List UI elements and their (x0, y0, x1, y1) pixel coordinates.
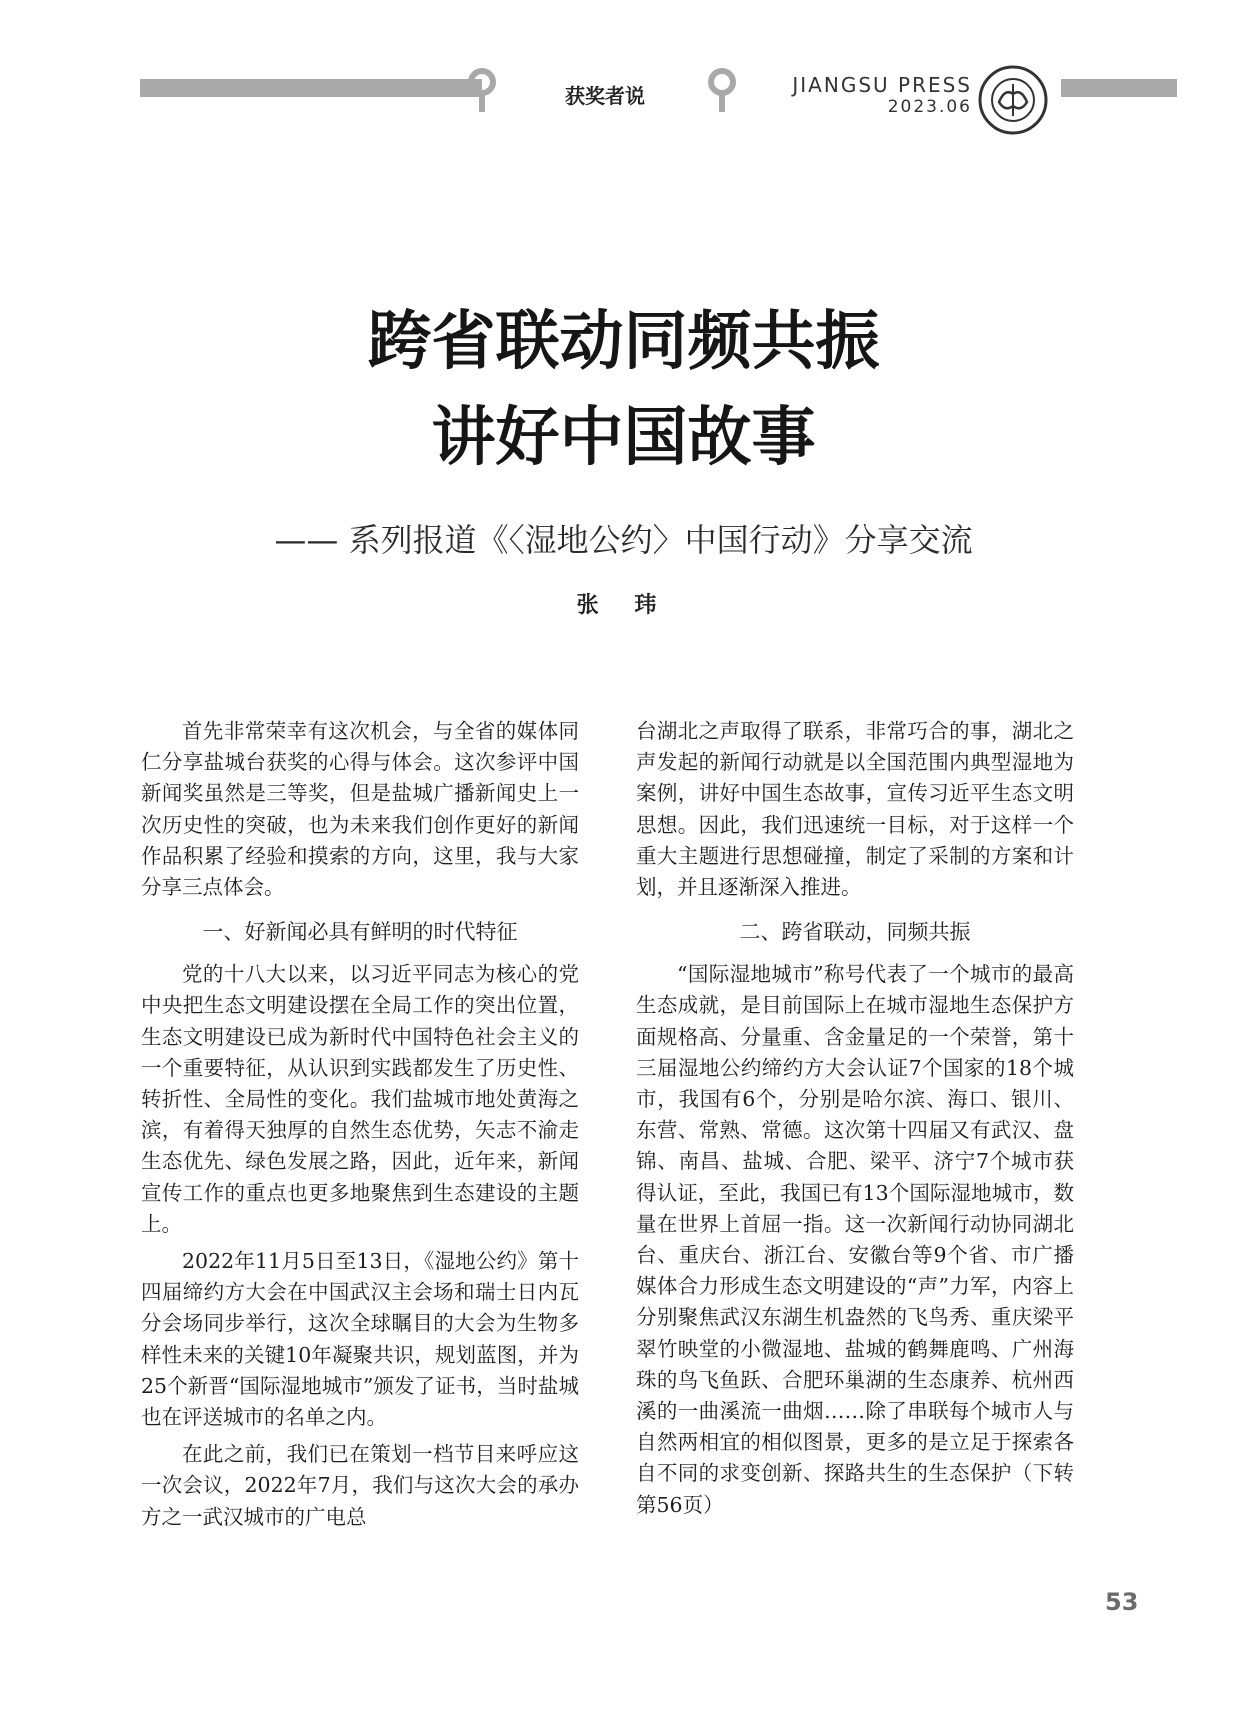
association-seal-icon (977, 64, 1049, 136)
body-column-right (636, 716, 1074, 1527)
body-paragraph: 党的十八大以来，以习近平同志为核心的党中央把生态文明建设摆在全局工作的突出位置，生态文明建设已成为新时代中国特色社会主义的一个重要特征，从认识到实践都发生了历史性、转折性、全局性的变化。我们盐城市地处黄海之滨，有着得天独厚的自然生态优势，矢志不渝走生态优先、绿色发展之路，因此，近年来，新闻宣传工作的重点也更多地聚焦到生态建设的主题上。 (141, 962, 579, 1236)
publication-name: JIANGSU PRESS (792, 73, 972, 97)
issue-date: 2023.06 (887, 97, 972, 117)
body-paragraph: 在此之前，我们已在策划一档节目来呼应这一次会议，2022年7月，我们与这次大会的承办方之一武汉城市的广电总 (141, 1442, 579, 1529)
header-rule-right (1061, 79, 1177, 97)
body-column-left (141, 716, 579, 1539)
section-label: 获奖者说 (565, 84, 645, 108)
article-subtitle: —— 系列报道《〈湿地公约〉中国行动》分享交流 (274, 521, 973, 559)
body-paragraph-continued: 台湖北之声取得了联系，非常巧合的事，湖北之声发起的新闻行动就是以全国范围内典型湿地为案例，讲好中国生态故事，宣传习近平生态文明思想。因此，我们迅速统一目标，对于这样一个重大主题进行思想碰撞，制定了采制的方案和计划，并且逐渐深入推进。 (636, 719, 1074, 900)
body-paragraph: 2022年11月5日至13日，《湿地公约》第十四届缔约方大会在中国武汉主会场和瑞士日内瓦分会场同步举行，这次全球瞩目的大会为生物多样性未来的关键10年凝聚共识，规划蓝图，并为25个新晋“国际湿地城市”颁发了证书，当时盐城也在评送城市的名单之内。 (141, 1249, 579, 1430)
article-title: 跨省联动同频共振 (367, 305, 880, 379)
author-byline: 张 玮 (576, 593, 671, 618)
body-paragraph: “国际湿地城市”称号代表了一个城市的最高生态成就，是目前国际上在城市湿地生态保护方面规格高、分量重、含金量足的一个荣誉，第十三届湿地公约缔约方大会认证7个国家的18个城市，我国有6个，分别是哈尔滨、海口、银川、东营、常熟、常德。这次第十四届又有武汉、盘锦、南昌、盐城、合肥、梁平、济宁7个城市获得认证，至此，我国已有13个国际湿地城市，数量在世界上首屈一指。这一次新闻行动协同湖北台、重庆台、浙江台、安徽台等9个省、市广播媒体合力形成生态文明建设的“声”力军，内容上分别聚焦武汉东湖生机盎然的飞鸟秀、重庆梁平翠竹映堂的小微湿地、盐城的鹤舞鹿鸣、广州海珠的鸟飞鱼跃、合肥环巢湖的生态康养、杭州西溪的一曲溪流一曲烟……除了串联每个城市人与自然两相宜的相似图景，更多的是立足于探索各自不同的求变创新、探路共生的生态保护（下转第56页） (636, 962, 1074, 1517)
pin-icon (705, 68, 739, 114)
publication-masthead (762, 74, 972, 118)
section-heading-1: 一、好新闻必具有鲜明的时代特征 (202, 920, 518, 945)
pin-icon (465, 68, 499, 114)
header-rule-left (140, 79, 482, 97)
article-title-line2: 讲好中国故事 (431, 401, 816, 475)
section-heading-2: 二、跨省联动，同频共振 (739, 920, 971, 945)
page-number: 53 (1105, 1588, 1139, 1616)
intro-paragraph: 首先非常荣幸有这次机会，与全省的媒体同仁分享盐城台获奖的心得与体会。这次参评中国新闻奖虽然是三等奖，但是盐城广播新闻史上一次历史性的突破，也为未来我们创作更好的新闻作品积累了经验和摸索的方向，这里，我与大家分享三点体会。 (141, 719, 579, 900)
